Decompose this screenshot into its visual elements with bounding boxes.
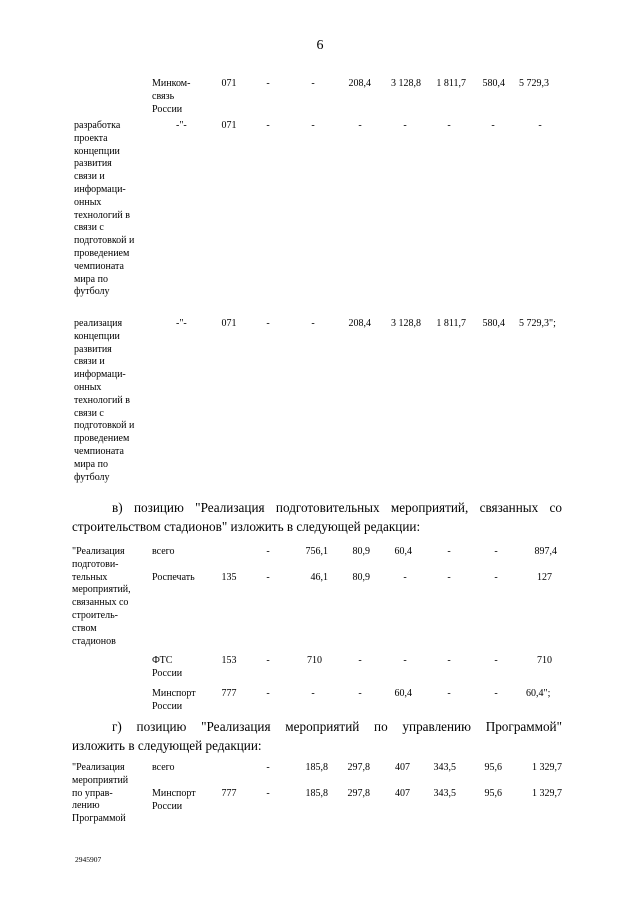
value-cell: 60,4 bbox=[394, 546, 412, 557]
value-cell: - bbox=[311, 120, 315, 131]
paragraph-line: изложить в следующей редакции: bbox=[72, 738, 262, 753]
value-cell: 46,1 bbox=[310, 572, 328, 583]
value-cell: - bbox=[538, 120, 542, 131]
value-cell: - bbox=[266, 546, 270, 557]
name-line: подготови- bbox=[72, 558, 119, 570]
value-cell: 710 bbox=[537, 655, 552, 666]
name-line: мира по bbox=[74, 458, 108, 470]
value-cell: 3 128,8 bbox=[391, 318, 421, 329]
value-cell: 897,4 bbox=[534, 546, 557, 557]
value-cell: 1 329,7 bbox=[532, 788, 562, 799]
value-cell: - bbox=[266, 762, 270, 773]
name-cell bbox=[74, 318, 134, 484]
paragraph-v bbox=[72, 498, 562, 536]
name-line: развития bbox=[74, 158, 112, 170]
value-cell: 208,4 bbox=[348, 318, 371, 329]
executor-cell: всего bbox=[152, 546, 175, 557]
value-cell: - bbox=[358, 120, 362, 131]
value-cell: 80,9 bbox=[352, 546, 370, 557]
name-line: проекта bbox=[74, 132, 108, 144]
executor-line: России bbox=[152, 700, 183, 712]
value-cell: - bbox=[447, 688, 451, 699]
name-line: технологий в bbox=[74, 209, 130, 221]
executor-cell bbox=[152, 788, 196, 814]
value-cell: - bbox=[266, 688, 270, 699]
value-cell: 343,5 bbox=[433, 762, 456, 773]
executor-line: Минком- bbox=[152, 78, 191, 89]
name-line: информаци- bbox=[74, 369, 126, 381]
name-line: связи с bbox=[74, 407, 104, 419]
name-line: связи с bbox=[74, 222, 104, 234]
paragraph-line: г) позицию "Реализация мероприятий по управлению Программой" bbox=[112, 719, 562, 734]
name-line: мероприятий bbox=[72, 774, 129, 786]
value-cell: - bbox=[266, 572, 270, 583]
value-cell: - bbox=[358, 655, 362, 666]
page-number: 6 bbox=[316, 38, 324, 53]
value-cell: - bbox=[447, 572, 451, 583]
name-line: связи и bbox=[74, 356, 105, 368]
name-line: чемпионата bbox=[74, 260, 124, 272]
value-cell: 60,4"; bbox=[526, 688, 551, 699]
code-cell: 777 bbox=[221, 788, 237, 799]
code-cell: 153 bbox=[221, 655, 237, 666]
value-cell: 95,6 bbox=[484, 762, 502, 773]
value-cell: 185,8 bbox=[305, 762, 328, 773]
name-line: онных bbox=[74, 381, 102, 393]
executor-cell bbox=[152, 655, 182, 681]
value-cell: - bbox=[311, 78, 315, 89]
name-line: связанных со bbox=[72, 597, 129, 609]
name-line: стадионов bbox=[72, 635, 116, 647]
value-cell: - bbox=[311, 688, 315, 699]
value-cell: 127 bbox=[537, 572, 552, 583]
name-line: мира по bbox=[74, 273, 108, 285]
value-cell: 95,6 bbox=[484, 788, 502, 799]
name-line: "Реализация bbox=[72, 762, 125, 773]
value-cell: - bbox=[266, 788, 270, 799]
name-line: проведением bbox=[74, 433, 130, 445]
name-line: разработка bbox=[74, 120, 121, 131]
paragraph-g bbox=[72, 717, 562, 755]
executor-cell bbox=[152, 78, 190, 116]
name-cell bbox=[74, 120, 134, 299]
value-cell: 407 bbox=[395, 762, 410, 773]
name-line: технологий в bbox=[74, 394, 130, 406]
executor-line: России bbox=[152, 667, 183, 679]
value-cell: 1 811,7 bbox=[436, 318, 466, 329]
value-cell: 3 128,8 bbox=[391, 78, 421, 89]
value-cell: 80,9 bbox=[352, 572, 370, 583]
code-cell: 071 bbox=[221, 318, 237, 329]
value-cell: - bbox=[403, 572, 407, 583]
value-cell: 185,8 bbox=[305, 788, 328, 799]
value-cell: 756,1 bbox=[305, 546, 328, 557]
executor-line: России bbox=[152, 103, 183, 115]
value-cell: - bbox=[494, 688, 498, 699]
name-line: строитель- bbox=[72, 609, 118, 621]
name-line: футболу bbox=[74, 471, 110, 483]
name-line: развития bbox=[74, 343, 112, 355]
name-cell bbox=[72, 546, 131, 648]
value-cell: 5 729,3"; bbox=[519, 318, 556, 329]
name-line: ством bbox=[72, 622, 97, 634]
name-line: тельных bbox=[72, 571, 108, 583]
value-cell: 60,4 bbox=[394, 688, 412, 699]
executor-line: Минспорт bbox=[152, 688, 196, 699]
name-line: подготовкой и bbox=[74, 235, 135, 247]
value-cell: - bbox=[311, 318, 315, 329]
value-cell: 208,4 bbox=[348, 78, 371, 89]
value-cell: 297,8 bbox=[347, 762, 370, 773]
name-line: проведением bbox=[74, 247, 130, 259]
value-cell: - bbox=[403, 655, 407, 666]
name-line: концепции bbox=[74, 330, 120, 342]
name-line: Программой bbox=[72, 813, 126, 825]
name-line: лению bbox=[72, 800, 100, 812]
name-line: концепции bbox=[74, 145, 120, 157]
code-cell: 135 bbox=[221, 572, 237, 583]
value-cell: - bbox=[266, 78, 270, 89]
executor-line: связь bbox=[152, 90, 175, 102]
executor-cell: всего bbox=[152, 762, 175, 773]
value-cell: - bbox=[494, 546, 498, 557]
value-cell: 297,8 bbox=[347, 788, 370, 799]
executor-cell: -"- bbox=[176, 120, 187, 131]
executor-cell bbox=[152, 688, 196, 714]
name-line: по управ- bbox=[72, 787, 113, 799]
executor-line: ФТС bbox=[152, 655, 173, 666]
executor-line: России bbox=[152, 800, 183, 812]
name-line: онных bbox=[74, 196, 102, 208]
name-line: "Реализация bbox=[72, 546, 125, 557]
name-line: мероприятий, bbox=[72, 584, 131, 596]
value-cell: 1 329,7 bbox=[532, 762, 562, 773]
name-line: реализация bbox=[74, 318, 123, 329]
value-cell: - bbox=[494, 572, 498, 583]
name-line: подготовкой и bbox=[74, 420, 135, 432]
name-cell bbox=[72, 762, 128, 826]
value-cell: - bbox=[447, 546, 451, 557]
executor-cell: -"- bbox=[176, 318, 187, 329]
code-cell: 071 bbox=[221, 120, 237, 131]
value-cell: - bbox=[403, 120, 407, 131]
value-cell: - bbox=[447, 655, 451, 666]
value-cell: - bbox=[266, 655, 270, 666]
value-cell: 407 bbox=[395, 788, 410, 799]
value-cell: 5 729,3 bbox=[519, 78, 549, 89]
name-line: футболу bbox=[74, 286, 110, 298]
name-line: связи и bbox=[74, 171, 105, 183]
code-cell: 071 bbox=[221, 78, 237, 89]
paragraph-line: строительством стадионов" изложить в следующей редакции: bbox=[72, 519, 421, 534]
value-cell: - bbox=[491, 120, 495, 131]
value-cell: 710 bbox=[307, 655, 322, 666]
paragraph-line: в) позицию "Реализация подготовительных мероприятий, связанных со bbox=[112, 500, 562, 515]
executor-line: Минспорт bbox=[152, 788, 196, 799]
value-cell: 580,4 bbox=[482, 318, 505, 329]
executor-cell: Роспечать bbox=[152, 572, 195, 583]
document-number: 2945907 bbox=[75, 855, 102, 864]
value-cell: - bbox=[266, 318, 270, 329]
name-line: чемпионата bbox=[74, 445, 124, 457]
value-cell: - bbox=[494, 655, 498, 666]
value-cell: 343,5 bbox=[433, 788, 456, 799]
code-cell: 777 bbox=[221, 688, 237, 699]
name-line: информаци- bbox=[74, 183, 126, 195]
value-cell: 1 811,7 bbox=[436, 78, 466, 89]
value-cell: - bbox=[447, 120, 451, 131]
value-cell: - bbox=[266, 120, 270, 131]
value-cell: - bbox=[358, 688, 362, 699]
value-cell: 580,4 bbox=[482, 78, 505, 89]
